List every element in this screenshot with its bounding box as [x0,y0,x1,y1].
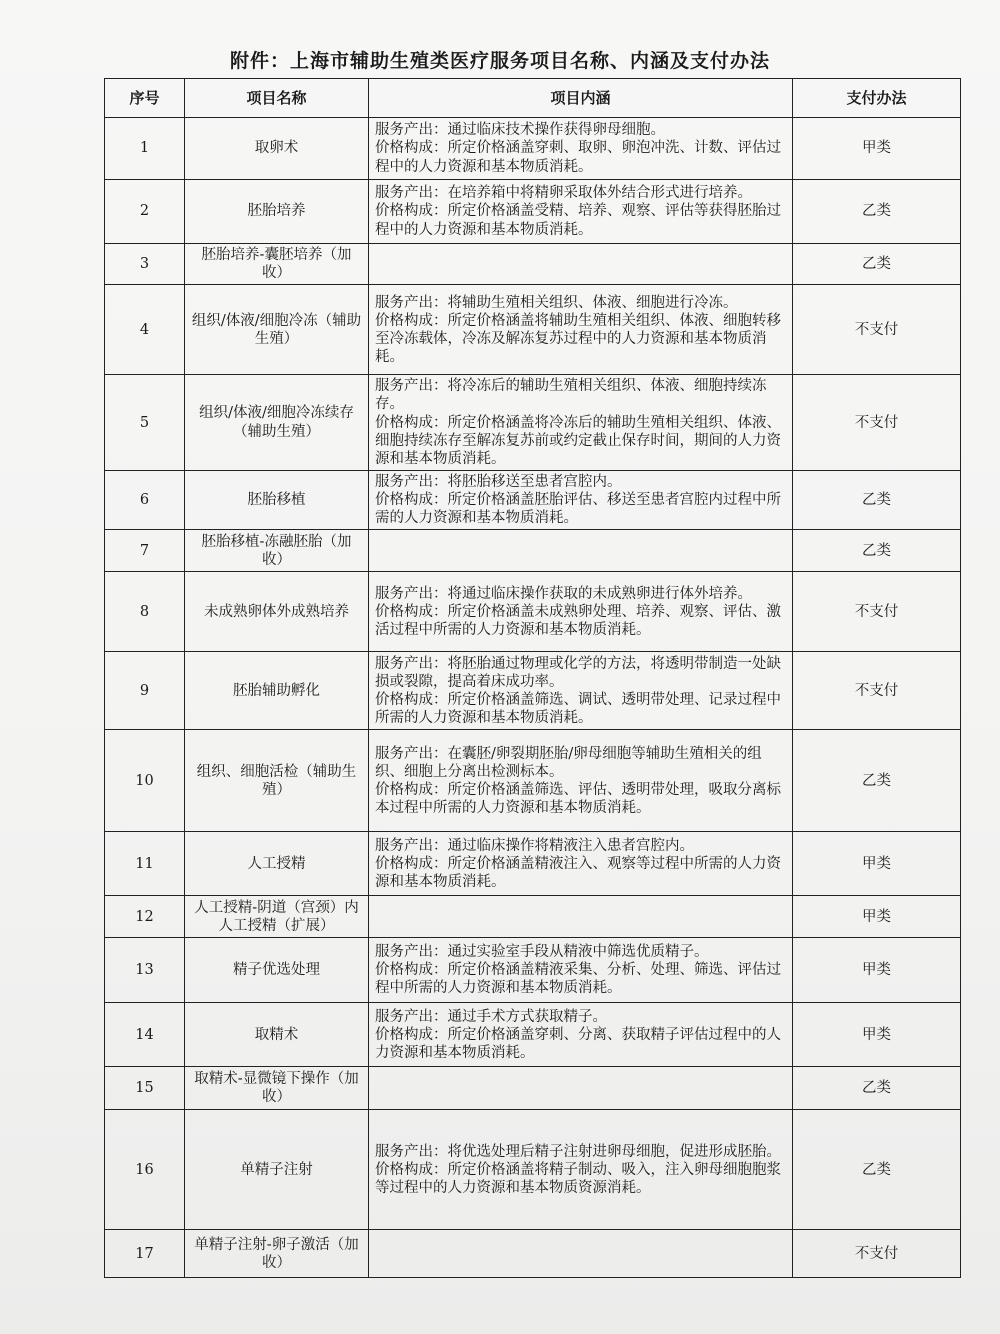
service-output-text: 服务产出：通过手术方式获取精子。 [375,1008,607,1025]
row-item-content [369,1003,793,1067]
row-item-name: 胚胎培养-囊胚培养（加收） [185,244,369,285]
row-item-content [369,180,793,244]
row-payment-method: 乙类 [793,530,961,572]
row-serial-no: 13 [105,938,185,1003]
service-output-text: 服务产出：将胚胎移送至患者宫腔内。 [375,473,622,490]
price-composition-text: 价格构成：所定价格涵盖筛选、调试、透明带处理、记录过程中所需的人力资源和基本物质消耗。 [375,691,781,726]
row-payment-method: 甲类 [793,832,961,896]
row-serial-no: 10 [105,730,185,832]
row-serial-no: 5 [105,375,185,471]
row-item-content [369,1067,793,1110]
row-serial-no: 2 [105,180,185,244]
row-item-name: 组织、细胞活检（辅助生殖） [185,730,369,832]
price-composition-text: 价格构成：所定价格涵盖穿刺、取卵、卵泡冲洗、计数、评估过程中的人力资源和基本物质消耗。 [375,140,781,175]
row-item-name: 胚胎培养 [185,180,369,244]
row-item-content [369,730,793,832]
row-item-name: 取精术 [185,1003,369,1067]
table-row [105,1067,961,1110]
table-row [105,375,961,471]
row-item-name: 未成熟卵体外成熟培养 [185,572,369,652]
row-payment-method: 乙类 [793,244,961,285]
row-serial-no: 11 [105,832,185,896]
table-body [105,118,961,1278]
row-payment-method: 乙类 [793,180,961,244]
service-output-text: 服务产出：将冷冻后的辅助生殖相关组织、体液、细胞持续冻存。 [375,378,767,413]
service-output-text: 服务产出：在囊胚/卵裂期胚胎/卵母细胞等辅助生殖相关的组织、细胞上分离出检测标本。 [375,745,762,780]
row-serial-no: 4 [105,285,185,375]
table-row [105,285,961,375]
row-item-name: 取精术-显微镜下操作（加收） [185,1067,369,1110]
row-serial-no: 17 [105,1230,185,1278]
table-header-row [105,79,961,118]
row-payment-method: 乙类 [793,730,961,832]
service-output-text: 服务产出：将通过临床操作获取的未成熟卵进行体外培养。 [375,585,752,602]
table-row [105,244,961,285]
price-composition-text: 价格构成：所定价格涵盖将辅助生殖相关组织、体液、细胞转移至冷冻载体，冷冻及解冻复苏过程中的人力资源和基本物质消耗。 [375,312,781,365]
row-serial-no: 8 [105,572,185,652]
table-row [105,832,961,896]
row-serial-no: 3 [105,244,185,285]
price-composition-text: 价格构成：所定价格涵盖将冷冻后的辅助生殖相关组织、体液、细胞持续冻存至解冻复苏前或约定截止保存时间，期间的人力资源和基本物质消耗。 [375,414,781,467]
row-item-content [369,938,793,1003]
price-composition-text: 价格构成：所定价格涵盖胚胎评估、移送至患者宫腔内过程中所需的人力资源和基本物质消耗。 [375,492,781,527]
row-item-content [369,470,793,529]
table-row [105,938,961,1003]
row-item-name: 单精子注射 [185,1110,369,1230]
row-item-content [369,896,793,938]
row-item-name: 组织/体液/细胞冷冻（辅助生殖） [185,285,369,375]
service-output-text: 服务产出：通过临床技术操作获得卵母细胞。 [375,122,665,139]
row-item-content [369,375,793,471]
row-payment-method: 不支付 [793,652,961,730]
row-serial-no: 14 [105,1003,185,1067]
row-item-name: 胚胎辅助孵化 [185,652,369,730]
price-composition-text: 价格构成：所定价格涵盖将精子制动、吸入，注入卵母细胞胞浆等过程中的人力资源和基本物质资源消耗。 [375,1161,781,1196]
table-row [105,730,961,832]
price-composition-text: 价格构成：所定价格涵盖筛选、评估、透明带处理，吸取分离标本过程中所需的人力资源和基本物质消耗。 [375,781,781,816]
row-serial-no: 7 [105,530,185,572]
row-payment-method: 乙类 [793,470,961,529]
row-item-content [369,244,793,285]
table-row [105,180,961,244]
row-item-content [369,1110,793,1230]
header-item-name: 项目名称 [185,79,369,118]
row-item-content [369,285,793,375]
table-row [105,118,961,180]
price-composition-text: 价格构成：所定价格涵盖受精、培养、观察、评估等获得胚胎过程中的人力资源和基本物质消耗。 [375,203,781,238]
row-payment-method: 甲类 [793,118,961,180]
price-composition-text: 价格构成：所定价格涵盖穿刺、分离、获取精子评估过程中的人力资源和基本物质消耗。 [375,1026,781,1061]
service-output-text: 服务产出：将胚胎通过物理或化学的方法，将透明带制造一处缺损或裂隙，提高着床成功率。 [375,655,781,690]
service-output-text: 服务产出：将辅助生殖相关组织、体液、细胞进行冷冻。 [375,294,738,311]
row-serial-no: 1 [105,118,185,180]
service-output-text: 服务产出：在培养箱中将精卵采取体外结合形式进行培养。 [375,185,752,202]
row-payment-method: 乙类 [793,1110,961,1230]
row-item-name: 单精子注射-卵子激活（加收） [185,1230,369,1278]
table-row [105,1003,961,1067]
row-serial-no: 16 [105,1110,185,1230]
table-row [105,1110,961,1230]
row-payment-method: 不支付 [793,1230,961,1278]
service-output-text: 服务产出：通过实验室手段从精液中筛选优质精子。 [375,944,709,961]
header-item-content: 项目内涵 [369,79,793,118]
row-item-content [369,832,793,896]
service-output-text: 服务产出：通过临床操作将精液注入患者宫腔内。 [375,837,694,854]
row-payment-method: 甲类 [793,938,961,1003]
row-item-name: 胚胎移植-冻融胚胎（加收） [185,530,369,572]
row-item-content [369,1230,793,1278]
price-composition-text: 价格构成：所定价格涵盖未成熟卵处理、培养、观察、评估、激活过程中所需的人力资源和基本物质消耗。 [375,603,781,638]
row-item-name: 精子优选处理 [185,938,369,1003]
row-payment-method: 不支付 [793,285,961,375]
row-item-name: 胚胎移植 [185,470,369,529]
price-composition-text: 价格构成：所定价格涵盖精液注入、观察等过程中所需的人力资源和基本物质消耗。 [375,855,781,890]
row-item-content [369,530,793,572]
row-payment-method: 甲类 [793,896,961,938]
row-serial-no: 6 [105,470,185,529]
row-payment-method: 不支付 [793,375,961,471]
header-payment-method: 支付办法 [793,79,961,118]
row-item-content [369,652,793,730]
row-item-content [369,118,793,180]
row-item-content [369,572,793,652]
row-serial-no: 15 [105,1067,185,1110]
row-serial-no: 12 [105,896,185,938]
row-item-name: 取卵术 [185,118,369,180]
row-payment-method: 不支付 [793,572,961,652]
service-output-text: 服务产出：将优选处理后精子注射进卵母细胞，促进形成胚胎。 [375,1143,781,1160]
row-serial-no: 9 [105,652,185,730]
row-payment-method: 乙类 [793,1067,961,1110]
row-payment-method: 甲类 [793,1003,961,1067]
row-item-name: 组织/体液/细胞冷冻续存（辅助生殖） [185,375,369,471]
document-title: 附件：上海市辅助生殖类医疗服务项目名称、内涵及支付办法 [229,50,770,72]
service-items-table [104,78,961,1278]
table-row [105,530,961,572]
header-serial-no: 序号 [105,79,185,118]
table-row [105,652,961,730]
row-item-name: 人工授精 [185,832,369,896]
table-row [105,1230,961,1278]
price-composition-text: 价格构成：所定价格涵盖精液采集、分析、处理、筛选、评估过程中所需的人力资源和基本物质消耗。 [375,962,781,997]
table-row [105,470,961,529]
table-row [105,572,961,652]
row-item-name: 人工授精-阴道（宫颈）内人工授精（扩展） [185,896,369,938]
table-row [105,896,961,938]
